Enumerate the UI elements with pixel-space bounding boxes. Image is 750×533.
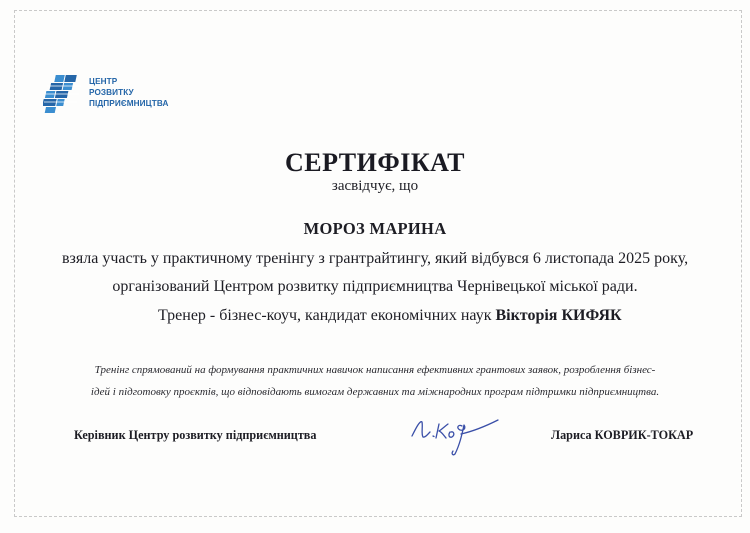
logo-text-line1: ЦЕНТР	[89, 77, 118, 86]
center-logo	[43, 74, 223, 114]
logo-text-line3: ПІДПРИЄМНИЦТВА	[89, 99, 169, 108]
logo-text-line2: РОЗВИТКУ	[89, 88, 134, 97]
organizer-line: організований Центром розвитку підприємництва Чернівецької міської ради.	[112, 278, 638, 295]
certificate-title: СЕРТИФІКАТ	[284, 148, 466, 177]
trainer-line	[158, 307, 622, 325]
trainer-prefix: Тренер - бізнес-коуч, кандидат економічних наук	[158, 307, 492, 324]
handwritten-signature	[406, 410, 506, 460]
training-description	[0, 359, 750, 403]
certificate-subtitle: засвідчує, що	[331, 178, 419, 194]
signatory-name: Лариса КОВРИК-ТОКАР	[551, 428, 694, 442]
logo-mark-icon	[43, 74, 87, 114]
participation-line: взяла участь у практичному тренінгу з грантрайтингу, який відбувся 6 листопада 2025 року,	[62, 250, 689, 267]
trainer-name: Вікторія КИФЯК	[495, 307, 622, 324]
recipient-name: МОРОЗ МАРИНА	[303, 219, 447, 238]
description-line1: Тренінг спрямований на формування практичних навичок написання ефективних грантових заявок, розроблення бізнес-	[94, 364, 656, 376]
description-line2: ідей і підготовку проєктів, що відповідають вимогам державних та міжнародних програм підтримки підприємництва.	[90, 386, 660, 398]
signatory-role: Керівник Центру розвитку підприємництва	[74, 428, 317, 442]
